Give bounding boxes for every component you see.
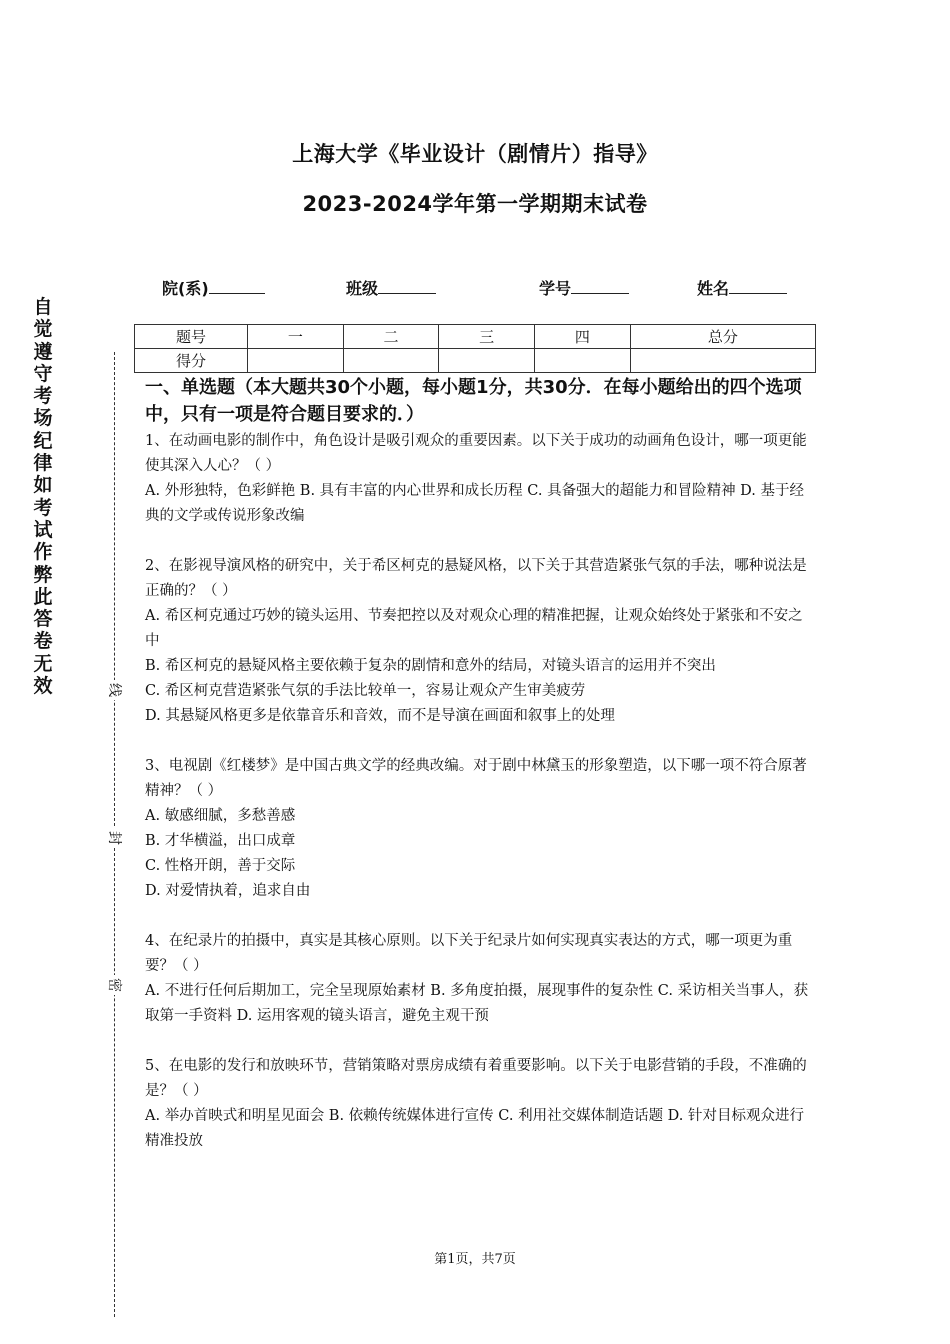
department-label: 院(系) bbox=[162, 279, 209, 298]
binding-mark-feng: 封 bbox=[104, 828, 124, 848]
section-heading: 一、单选题（本大题共30个小题，每小题1分，共30分．在每小题给出的四个选项中，只有一项是符合题目要求的．） bbox=[145, 377, 802, 425]
score-table-score-label: 得分 bbox=[135, 349, 248, 373]
question-options: A. 不进行任何后期加工，完全呈现原始素材 B. 多角度拍摄，展现事件的复杂性 C. 采访相关当事人，获取第一手资料 D. 运用客观的镜头语言，避免主观干预 bbox=[145, 983, 809, 1024]
question-option-c: C. 性格开朗，善于交际 bbox=[145, 858, 296, 874]
question-option-d: D. 对爱情执着，追求自由 bbox=[145, 883, 311, 899]
score-table-col-3: 三 bbox=[439, 325, 535, 349]
side-notice: 自觉遵守考场纪律如考试作弊此答卷无效 bbox=[33, 296, 53, 698]
question-stem: 1、在动画电影的制作中，角色设计是吸引观众的重要因素。以下关于成功的动画角色设计，哪一项更能使其深入人心？（ ） bbox=[145, 433, 807, 474]
exam-subtitle: 2023-2024学年第一学期期末试卷 bbox=[302, 192, 648, 216]
department-blank bbox=[209, 277, 265, 294]
score-cell-3 bbox=[439, 349, 535, 373]
question-option-a: A. 希区柯克通过巧妙的镜头运用、节奏把控以及对观众心理的精准把握，让观众始终处于紧张和不安之中 bbox=[145, 608, 803, 649]
class-field bbox=[346, 276, 436, 299]
question-area bbox=[145, 374, 817, 1179]
name-label: 姓名 bbox=[697, 279, 730, 298]
name-blank bbox=[729, 277, 787, 294]
score-cell-4 bbox=[535, 349, 631, 373]
score-cell-2 bbox=[343, 349, 439, 373]
question-option-b: B. 才华横溢，出口成章 bbox=[145, 833, 296, 849]
question-stem: 3、电视剧《红楼梦》是中国古典文学的经典改编。对于剧中林黛玉的形象塑造，以下哪一项不符合原著精神？（ ） bbox=[145, 758, 807, 799]
score-table-col-4: 四 bbox=[535, 325, 631, 349]
score-table-col-total: 总分 bbox=[630, 325, 815, 349]
question-option-b: B. 希区柯克的悬疑风格主要依赖于复杂的剧情和意外的结局，对镜头语言的运用并不突出 bbox=[145, 658, 716, 674]
question-stem: 2、在影视导演风格的研究中，关于希区柯克的悬疑风格，以下关于其营造紧张气氛的手法，哪种说法是正确的？（ ） bbox=[145, 558, 807, 599]
score-table bbox=[134, 324, 816, 373]
question-stem: 4、在纪录片的拍摄中，真实是其核心原则。以下关于纪录片如何实现真实表达的方式，哪一项更为重要？（ ） bbox=[145, 933, 793, 974]
question-stem: 5、在电影的发行和放映环节，营销策略对票房成绩有着重要影响。以下关于电影营销的手段，不准确的是？（ ） bbox=[145, 1058, 807, 1099]
score-table-col-1: 一 bbox=[248, 325, 344, 349]
binding-mark-mi: 密 bbox=[104, 975, 124, 995]
score-table-score-row bbox=[135, 349, 816, 373]
class-blank bbox=[378, 277, 436, 294]
question-3 bbox=[145, 754, 817, 904]
question-options: A. 外形独特，色彩鲜艳 B. 具有丰富的内心世界和成长历程 C. 具备强大的超能力和冒险精神 D. 基于经典的文学或传说形象改编 bbox=[145, 483, 805, 524]
question-option-c: C. 希区柯克营造紧张气氛的手法比较单一，容易让观众产生审美疲劳 bbox=[145, 683, 586, 699]
question-2 bbox=[145, 554, 817, 729]
student-id-label: 学号 bbox=[539, 279, 572, 298]
question-1 bbox=[145, 429, 817, 529]
student-id-field bbox=[539, 276, 629, 299]
student-id-blank bbox=[571, 277, 629, 294]
score-table-header-row bbox=[135, 325, 816, 349]
class-label: 班级 bbox=[346, 279, 379, 298]
score-cell-1 bbox=[248, 349, 344, 373]
page-number: 第1页，共7页 bbox=[434, 1252, 516, 1267]
question-4 bbox=[145, 929, 817, 1029]
department-field bbox=[162, 276, 265, 299]
question-option-d: D. 其悬疑风格更多是依靠音乐和音效，而不是导演在画面和叙事上的处理 bbox=[145, 708, 615, 724]
binding-mark-xian: 线 bbox=[104, 680, 124, 700]
score-cell-total bbox=[630, 349, 815, 373]
score-table-col-2: 二 bbox=[343, 325, 439, 349]
name-field bbox=[697, 276, 787, 299]
exam-title: 上海大学《毕业设计（剧情片）指导》 bbox=[292, 142, 658, 166]
question-options: A. 举办首映式和明星见面会 B. 依赖传统媒体进行宣传 C. 利用社交媒体制造话题 D. 针对目标观众进行精准投放 bbox=[145, 1108, 805, 1149]
question-option-a: A. 敏感细腻，多愁善感 bbox=[145, 808, 296, 824]
question-5 bbox=[145, 1054, 817, 1154]
score-table-header-label: 题号 bbox=[135, 325, 248, 349]
